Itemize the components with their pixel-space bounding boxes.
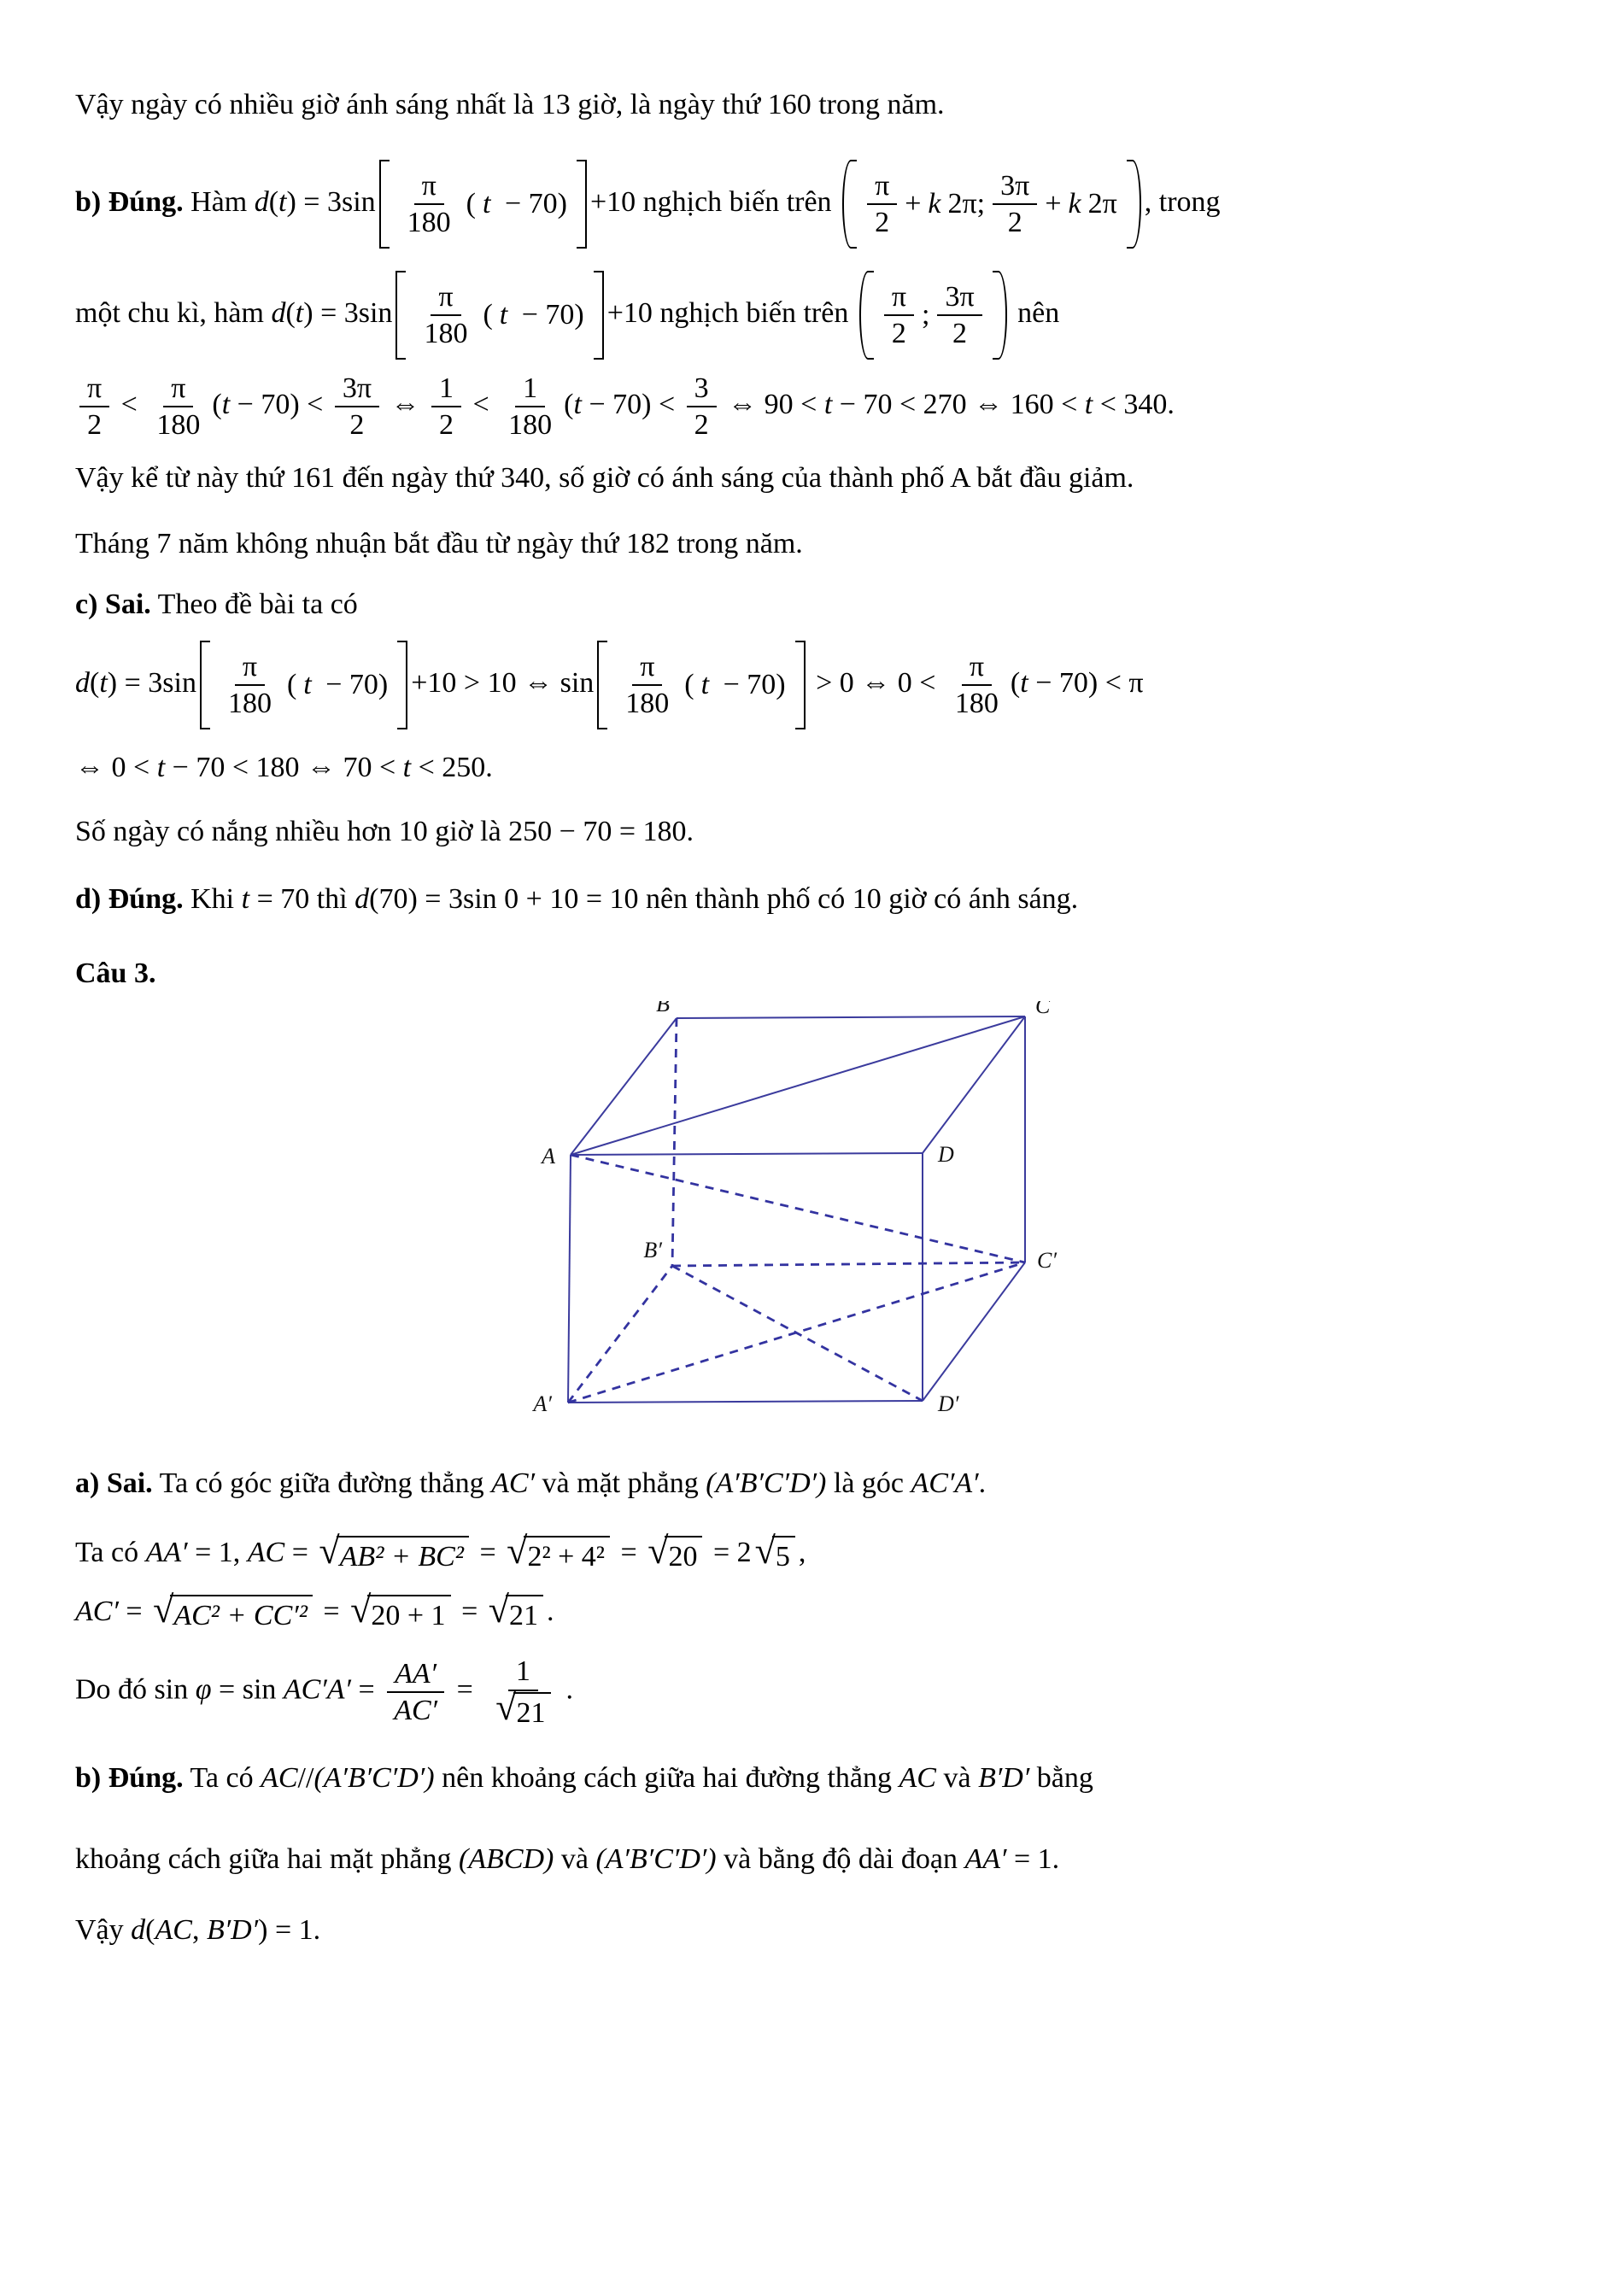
fraction-numerator: π (632, 650, 662, 686)
math-variable: (A′B′C′D′) (706, 1467, 827, 1499)
fraction-denominator: 180 (424, 318, 468, 350)
right-bracket (795, 641, 806, 729)
math-text: , (191, 1913, 207, 1946)
math-text: − 70) < (230, 389, 331, 421)
math-text: và bằng độ dài đoạn (716, 1842, 965, 1875)
bold-label: c) Sai. (75, 589, 151, 621)
math-text: ( (285, 296, 296, 329)
math-text: = sin (211, 1673, 284, 1706)
square-root (754, 1530, 795, 1573)
math-text: ⇔ 90 < (720, 389, 824, 421)
math-text: ⇔ (383, 389, 427, 421)
math-variable: t (295, 296, 304, 329)
math-text: < 250. (411, 752, 493, 784)
radical-sign: √ (647, 1530, 669, 1573)
math-text: ) = 1. (258, 1913, 321, 1946)
statement-c-solution-range (75, 748, 1548, 788)
math-variable: AC′ (75, 1596, 119, 1628)
statement-c-formula (75, 641, 1548, 729)
edge-B2-D2 (672, 1266, 923, 1401)
math-variable: k (928, 187, 941, 220)
edge-B-B2 (672, 1018, 677, 1266)
math-text: ( (268, 185, 279, 218)
vertex-label-B: B (656, 1001, 670, 1016)
math-variable: AC (899, 1761, 936, 1794)
ac-length-computation (75, 1530, 1548, 1573)
radical-sign: √ (495, 1685, 517, 1728)
math-text: 2π; (947, 187, 986, 220)
left-paren (842, 160, 857, 249)
math-text: , (798, 1536, 806, 1568)
statement-b-line-2 (75, 271, 1548, 360)
fraction-numerator: π (414, 169, 444, 205)
math-text: ) = 3sin (286, 185, 376, 218)
math-variable: AA′ (145, 1536, 188, 1568)
math-text: và mặt phẳng (535, 1467, 706, 1499)
math-text: Vậy ngày có nhiều giờ ánh sáng nhất là 13 giờ, là ngày thứ 160 trong năm. (75, 89, 945, 120)
math-variable: AC′A′ (911, 1467, 979, 1499)
edge-A2-D2 (568, 1401, 923, 1403)
group-content (393, 160, 573, 249)
fraction-numerator: π (867, 169, 897, 205)
fraction-numerator: 3π (335, 372, 379, 407)
math-text: − 70) (318, 668, 389, 700)
fraction (884, 280, 914, 350)
math-text: , trong (1144, 185, 1221, 218)
fraction-numerator: π (962, 650, 992, 686)
math-variable: t (1020, 667, 1028, 700)
fraction-numerator: 3π (937, 280, 981, 316)
bracket-group (395, 271, 603, 360)
math-variable: d (254, 185, 269, 218)
radical-sign: √ (319, 1530, 340, 1573)
statement-d (75, 880, 1548, 920)
edge-D2-C2 (923, 1262, 1025, 1401)
math-text: Vậy kể từ này thứ 161 đến ngày thứ 340, số giờ có ánh sáng của thành phố A bắt đầu giảm. (75, 462, 1134, 495)
fraction-denominator: 2 (694, 409, 709, 442)
math-text: ( (466, 187, 476, 220)
vertex-label-B2: B′ (643, 1238, 662, 1262)
math-text: < (114, 389, 145, 421)
edge-A-C2 (571, 1155, 1025, 1262)
math-text: + (905, 187, 922, 220)
math-text: = (613, 1536, 645, 1568)
fraction (386, 1657, 445, 1727)
math-text: là góc (826, 1467, 911, 1499)
fraction-denominator (484, 1685, 561, 1730)
math-text: Do đó sin (75, 1673, 196, 1706)
radicand: 20 (665, 1536, 702, 1573)
fraction (484, 1655, 561, 1729)
vertex-label-C: C (1035, 1001, 1051, 1018)
fraction (220, 650, 279, 720)
math-text: < 340. (1093, 389, 1175, 421)
group-content (214, 641, 394, 729)
math-text: ( (212, 389, 222, 421)
radicand: AB² + BC² (337, 1536, 469, 1573)
math-text: − 70 < 270 ⇔ 160 < (832, 389, 1085, 421)
math-variable: B′D′ (206, 1913, 259, 1946)
edge-A-C (571, 1016, 1025, 1155)
left-bracket (379, 160, 390, 249)
math-variable: (A′B′C′D′) (313, 1761, 435, 1794)
fraction-denominator: 180 (156, 409, 201, 442)
math-text: Ta có (183, 1761, 261, 1794)
fraction-denominator: 2 (1007, 207, 1022, 238)
radicand: 20 + 1 (367, 1595, 450, 1632)
fraction-denominator: 180 (407, 207, 451, 238)
math-text: = (284, 1536, 316, 1568)
math-text: . (547, 1596, 554, 1628)
math-text: khoảng cách giữa hai mặt phẳng (75, 1842, 459, 1875)
fraction (618, 650, 677, 720)
math-text: ( (483, 298, 493, 331)
math-variable: t (156, 752, 166, 784)
final-distance-conclusion (75, 1911, 1548, 1951)
math-text: ( (564, 389, 574, 421)
fraction (416, 280, 475, 350)
conclusion-decrease (75, 459, 1548, 499)
math-text: = (449, 1673, 481, 1706)
sunny-days-count (75, 812, 1548, 852)
conclusion-max-daylight (75, 85, 1548, 126)
math-text: // (297, 1761, 314, 1794)
math-text: một chu kì, hàm (75, 296, 272, 329)
radicand: 21 (506, 1595, 543, 1632)
math-text: ( (145, 1913, 155, 1946)
square-root (647, 1530, 702, 1573)
right-bracket (577, 160, 587, 249)
math-text: = (118, 1596, 150, 1628)
fraction-denominator: 2 (875, 207, 890, 238)
right-bracket (594, 271, 604, 360)
math-text: Hàm (183, 185, 255, 218)
math-text: Khi (183, 883, 242, 916)
bracket-group (379, 160, 587, 249)
math-text: + (1045, 187, 1062, 220)
math-variable: (ABCD) (458, 1842, 554, 1875)
bold-label: a) Sai. (75, 1467, 153, 1499)
math-variable: t (402, 752, 412, 784)
statement-b2-line-1 (75, 1759, 1548, 1799)
math-text: ( (286, 668, 297, 700)
prism-diagram-container (75, 1001, 1548, 1440)
right-paren (1127, 160, 1141, 249)
fraction-denominator: 180 (508, 409, 553, 442)
math-variable: AC (261, 1761, 298, 1794)
math-text: +10 nghịch biến trên (589, 185, 840, 218)
edge-B-C (677, 1016, 1025, 1018)
math-variable: AC′ (491, 1467, 536, 1499)
math-text: . (565, 1673, 574, 1706)
group-content (409, 271, 589, 360)
fraction-numerator: 3 (687, 372, 717, 407)
radical-sign: √ (507, 1530, 528, 1573)
fraction-denominator: 2 (87, 409, 103, 442)
math-text: +10 nghịch biến trên (606, 296, 856, 329)
math-variable: t (1084, 389, 1093, 421)
math-text: Tháng 7 năm không nhuận bắt đầu từ ngày thứ 182 trong năm. (75, 528, 803, 560)
right-paren (993, 271, 1007, 360)
fraction-numerator: π (79, 372, 109, 407)
radicand: 21 (513, 1692, 551, 1730)
fraction (937, 280, 981, 350)
vertex-label-A: A (542, 1144, 555, 1168)
math-text: = (454, 1596, 485, 1628)
vertex-label-D2: D′ (938, 1391, 959, 1416)
bold-label: b) Đúng. (75, 1761, 184, 1794)
math-text: và (935, 1761, 979, 1794)
math-variable: d (271, 296, 286, 329)
math-text: nên (1010, 296, 1060, 329)
math-variable: t (99, 667, 108, 700)
fraction (149, 372, 208, 442)
math-variable: t (241, 883, 250, 916)
left-bracket (200, 641, 210, 729)
group-content (611, 641, 791, 729)
math-text: − 70) (497, 187, 567, 220)
bold-label: b) Đúng. (75, 185, 184, 218)
bracket-group (597, 641, 805, 729)
fraction-denominator: AC′ (394, 1695, 438, 1727)
fraction-numerator: AA′ (387, 1657, 444, 1693)
math-text: Vậy (75, 1913, 132, 1946)
statement-b2-line-2 (75, 1840, 1548, 1880)
math-variable: d (75, 667, 90, 700)
prism-diagram (521, 1001, 1102, 1432)
radical-sign: √ (488, 1589, 510, 1631)
math-text: = (315, 1596, 348, 1628)
group-content (860, 160, 1123, 249)
math-text: ( (684, 668, 694, 700)
statement-b-line-1 (75, 160, 1548, 249)
fraction-denominator: 180 (954, 688, 999, 720)
statement-c-intro (75, 585, 1548, 625)
math-variable: B′D′ (978, 1761, 1030, 1794)
fraction-numerator: π (884, 280, 914, 316)
fraction-denominator: 2 (349, 409, 365, 442)
fraction (79, 372, 109, 442)
math-text: − 70) (514, 298, 584, 331)
fraction (335, 372, 379, 442)
fraction-numerator: π (163, 372, 193, 407)
radicand: AC² + CC′² (170, 1595, 313, 1632)
math-variable: t (573, 389, 582, 421)
math-variable: t (278, 185, 287, 218)
math-text: > 0 ⇔ 0 < (808, 667, 943, 700)
math-variable: AC′A′ (283, 1673, 351, 1706)
math-variable: t (499, 298, 508, 331)
math-variable: AA′ (964, 1842, 1007, 1875)
math-text: = 1, (187, 1536, 248, 1568)
fraction (400, 169, 459, 239)
math-text: − 70) < (581, 389, 683, 421)
fraction (993, 169, 1037, 239)
math-text: = 1. (1006, 1842, 1060, 1875)
math-text: +10 > 10 ⇔ sin (411, 667, 595, 700)
bracket-group (200, 641, 407, 729)
cau-3-heading (75, 954, 1548, 994)
left-bracket (395, 271, 406, 360)
edge-C-D (923, 1016, 1025, 1153)
fraction (947, 650, 1006, 720)
math-variable: φ (195, 1673, 212, 1706)
vertex-label-A2: A′ (533, 1391, 552, 1416)
math-text: 2π (1087, 187, 1117, 220)
vertex-label-C2: C′ (1037, 1248, 1058, 1273)
math-text: = (472, 1536, 504, 1568)
radical-sign: √ (153, 1589, 174, 1631)
math-variable: t (483, 187, 491, 220)
square-root (350, 1589, 450, 1632)
square-root (495, 1685, 550, 1730)
fraction-denominator: 2 (438, 409, 454, 442)
fraction-numerator: π (431, 280, 460, 316)
math-text: (70) = 3sin 0 + 10 = 10 nên thành phố có 10 giờ có ánh sáng. (369, 883, 1079, 916)
math-text: − 70 < 180 ⇔ 70 < (165, 752, 403, 784)
math-text: = (351, 1673, 383, 1706)
math-text: = 2 (706, 1536, 752, 1568)
math-text: ; (922, 298, 930, 331)
vertex-label-D: D (938, 1142, 954, 1167)
square-root (507, 1530, 610, 1573)
edge-A-A2 (568, 1155, 571, 1403)
inequality-chain (75, 372, 1548, 442)
math-variable: d (131, 1913, 146, 1946)
fraction-numerator: 1 (515, 372, 545, 407)
fraction-denominator: 180 (625, 688, 670, 720)
fraction (431, 372, 461, 442)
bold-label: d) Đúng. (75, 883, 184, 916)
fraction (687, 372, 717, 442)
math-text: ( (90, 667, 100, 700)
radical-sign: √ (754, 1530, 776, 1573)
left-paren (859, 271, 874, 360)
math-variable: t (700, 668, 710, 700)
fraction-numerator: 3π (993, 169, 1037, 205)
math-variable: (A′B′C′D′) (595, 1842, 717, 1875)
radical-sign: √ (350, 1589, 372, 1631)
group-content (877, 271, 989, 360)
math-text: nên khoảng cách giữa hai đường thẳng (434, 1761, 899, 1794)
math-text: < (465, 389, 497, 421)
math-text: = 70 thì (249, 883, 355, 916)
math-variable: t (823, 389, 833, 421)
math-text: và (554, 1842, 596, 1875)
math-text: ( (1010, 667, 1021, 700)
fraction-denominator: 2 (952, 318, 968, 350)
math-text: Ta có góc giữa đường thẳng (152, 1467, 492, 1499)
edge-B2-C2 (672, 1262, 1025, 1266)
paren-group (859, 271, 1007, 360)
math-variable: AC (155, 1913, 192, 1946)
radicand: 5 (772, 1536, 795, 1573)
math-text: ⇔ 0 < (75, 752, 157, 784)
paren-group (842, 160, 1141, 249)
math-variable: t (303, 668, 312, 700)
math-variable: AC (247, 1536, 285, 1568)
square-root (153, 1589, 313, 1632)
math-variable: k (1068, 187, 1081, 220)
math-text: Theo đề bài ta có (150, 589, 358, 621)
sine-phi-computation (75, 1655, 1548, 1729)
math-text: − 70) < π (1028, 667, 1144, 700)
radicand: 2² + 4² (524, 1536, 610, 1573)
right-bracket (397, 641, 407, 729)
math-text: . (978, 1467, 987, 1499)
ac-prime-length-computation (75, 1589, 1548, 1632)
bold-label: Câu 3. (75, 958, 156, 990)
math-text: Số ngày có nắng nhiều hơn 10 giờ là 250 − 70 = 180. (75, 816, 694, 848)
july-day-182 (75, 524, 1548, 565)
edge-A-D (571, 1153, 923, 1155)
math-variable: t (221, 389, 231, 421)
math-text: − 70) (716, 668, 786, 700)
fraction-denominator: 2 (891, 318, 906, 350)
math-text: bằng (1029, 1761, 1093, 1794)
math-text: Ta có (75, 1536, 146, 1568)
fraction-numerator: π (235, 650, 265, 686)
fraction (867, 169, 897, 239)
square-root (488, 1589, 543, 1632)
statement-a (75, 1464, 1548, 1504)
square-root (319, 1530, 469, 1573)
edge-A2-B2 (568, 1266, 672, 1403)
fraction (501, 372, 560, 442)
math-text: ) = 3sin (303, 296, 393, 329)
math-text: ) = 3sin (107, 667, 196, 700)
fraction-numerator: 1 (431, 372, 461, 407)
fraction-numerator: 1 (508, 1655, 538, 1690)
fraction-denominator: 180 (227, 688, 272, 720)
left-bracket (597, 641, 607, 729)
math-variable: d (354, 883, 370, 916)
edge-A-B (571, 1018, 677, 1155)
